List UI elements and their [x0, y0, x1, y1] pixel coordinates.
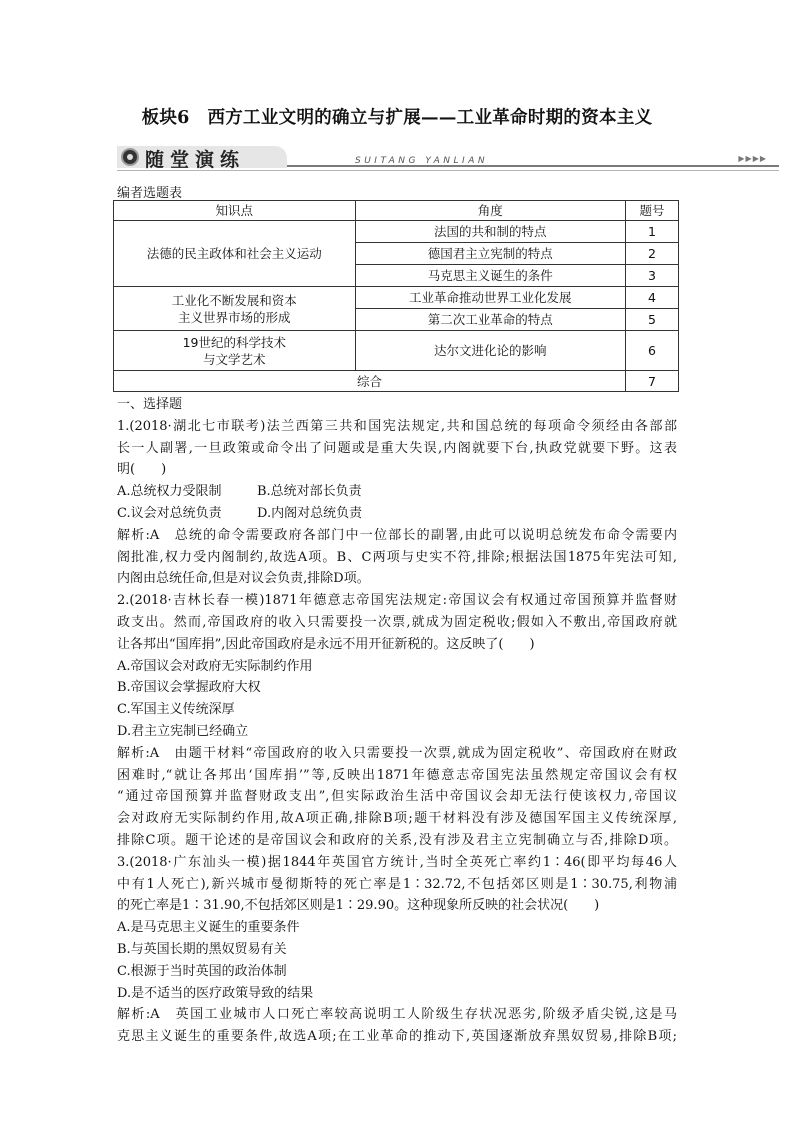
question-text: 的死亡率是1∶31.90,不包括郊区则是1∶29.90。这种现象所反映的社会状况( ): [117, 898, 600, 914]
angle-cell: 德国君主立宪制的特点: [355, 243, 626, 265]
section-heading: 一、选择题: [117, 397, 183, 412]
table-row: [114, 221, 679, 243]
question-text: 让各邦出“国库捐”,因此帝国政府是永远不用开征新税的。这反映了( ): [117, 636, 535, 652]
topic-line: 工业化不断发展和资本: [171, 292, 297, 308]
question-text: 3.(2018·广东汕头一模)据1844年英国官方统计,当时全英死亡率约1∶46(即平均每46人: [117, 854, 677, 870]
option-b: B.总统对部长负责: [257, 484, 362, 500]
analysis-text: 克思主义诞生的重要条件,故选A项;在工业革命的推动下,英国逐渐放弃黑奴贸易,排除B项;: [117, 1029, 677, 1045]
question-text: 中有1人死亡),新兴城市曼彻斯特的死亡率是1∶32.72,不包括郊区则是1∶30.75,利物浦: [117, 876, 677, 892]
banner-pinyin: SUITANG YANLIAN: [355, 156, 489, 166]
question-text: 政支出。然而,帝国政府的收入只需要投一次票,就成为固定税收;假如入不敷出,帝国政府就: [117, 614, 677, 630]
arrows-icon: ▶▶▶▶: [738, 154, 767, 163]
number-cell: 7: [626, 371, 679, 392]
analysis-text: 解析:A 由题干材料“帝国政府的收入只需要投一次票,就成为固定税收”、帝国政府在财政: [117, 745, 677, 761]
table-row: [114, 287, 679, 309]
summary-label: 综合: [114, 371, 626, 392]
analysis-text: 内阁由总统任命,但是对议会负责,排除D项。: [117, 571, 370, 587]
question-text: 1.(2018·湖北七市联考)法兰西第三共和国宪法规定,共和国总统的每项命令须经由各部部: [117, 418, 677, 434]
topic-cell: [114, 331, 356, 371]
number-cell: 1: [626, 221, 679, 243]
table-summary-row: [114, 371, 679, 392]
topic-cell: 法德的民主政体和社会主义运动: [114, 221, 356, 287]
number-cell: 6: [626, 331, 679, 371]
angle-cell: 工业革命推动世界工业化发展: [355, 287, 626, 309]
option-d: D.是不适当的医疗政策导致的结果: [117, 985, 314, 1001]
option-row: [117, 481, 677, 503]
header-number: 题号: [626, 201, 679, 221]
table-row: [114, 331, 679, 371]
option-a: A.总统权力受限制: [117, 484, 222, 500]
topic-line: 19世纪的科学技术: [182, 334, 286, 350]
table-caption: 编者选题表: [117, 186, 183, 201]
question-text: 明( ): [117, 462, 167, 478]
option-b: B.帝国议会掌握政府大权: [117, 680, 261, 696]
question-body: [117, 394, 677, 1048]
section-banner: [117, 144, 779, 174]
question-text: 2.(2018·吉林长春一模)1871年德意志帝国宪法规定:帝国议会有权通过帝国预算并监督财: [117, 593, 677, 609]
header-angle: 角度: [355, 201, 626, 221]
page-title: 板块6 西方工业文明的确立与扩展——工业革命时期的资本主义: [141, 108, 653, 128]
topic-line: 与文学艺术: [203, 351, 266, 367]
topic-cell: [114, 287, 356, 331]
option-a: A.是马克思主义诞生的重要条件: [117, 920, 300, 936]
banner-title: 随堂演练: [145, 149, 246, 171]
option-c: C.根源于当时英国的政治体制: [117, 963, 287, 979]
number-cell: 4: [626, 287, 679, 309]
question-text: 长一人副署,一旦政策或命令出了问题或是重大失误,内阁就要下台,执政党就要下野。这表: [117, 440, 677, 456]
option-d: D.内阁对总统负责: [257, 505, 363, 521]
number-cell: 2: [626, 243, 679, 265]
target-icon: [121, 148, 139, 166]
analysis-text: 会对政府无实际制约作用,故A项正确,排除B项;题干材料没有涉及德国军国主义传统深厚,: [117, 811, 677, 827]
analysis-text: 解析:A 总统的命令需要政府各部门中一位部长的副署,由此可以说明总统发布命令需要内: [117, 527, 677, 543]
analysis-text: 解析:A 英国工业城市人口死亡率较高说明工人阶级生存状况恶劣,阶级矛盾尖锐,这是马: [117, 1007, 677, 1023]
option-a: A.帝国议会对政府无实际制约作用: [117, 658, 313, 674]
number-cell: 5: [626, 309, 679, 331]
option-b: B.与英国长期的黑奴贸易有关: [117, 941, 287, 957]
topic-line: 主义世界市场的形成: [178, 309, 291, 325]
option-c: C.军国主义传统深厚: [117, 702, 235, 718]
analysis-text: 困难时,“就让各邦出‘国库捐’”等,反映出1871年德意志帝国宪法虽然规定帝国议会有权: [117, 767, 677, 783]
angle-cell: 法国的共和制的特点: [355, 221, 626, 243]
header-topic: 知识点: [114, 201, 356, 221]
topic-table: [113, 200, 679, 392]
option-row: [117, 503, 677, 525]
analysis-text: 排除C项。题干论述的是帝国议会和政府的关系,没有涉及君主立宪制确立与否,排除D项。: [117, 832, 677, 848]
analysis-text: “通过帝国预算并监督财政支出”,但实际政治生活中帝国议会却无法行使该权力,帝国议: [117, 789, 677, 805]
angle-cell: 马克思主义诞生的条件: [355, 265, 626, 287]
analysis-text: 阁批准,权力受内阁制约,故选A项。B、C两项与史实不符,排除;根据法国1875年宪法可知,: [117, 549, 677, 565]
angle-cell: 达尔文进化论的影响: [355, 331, 626, 371]
table-header-row: [114, 201, 679, 221]
option-c: C.议会对总统负责: [117, 505, 222, 521]
angle-cell: 第二次工业革命的特点: [355, 309, 626, 331]
option-d: D.君主立宪制已经确立: [117, 723, 249, 739]
number-cell: 3: [626, 265, 679, 287]
